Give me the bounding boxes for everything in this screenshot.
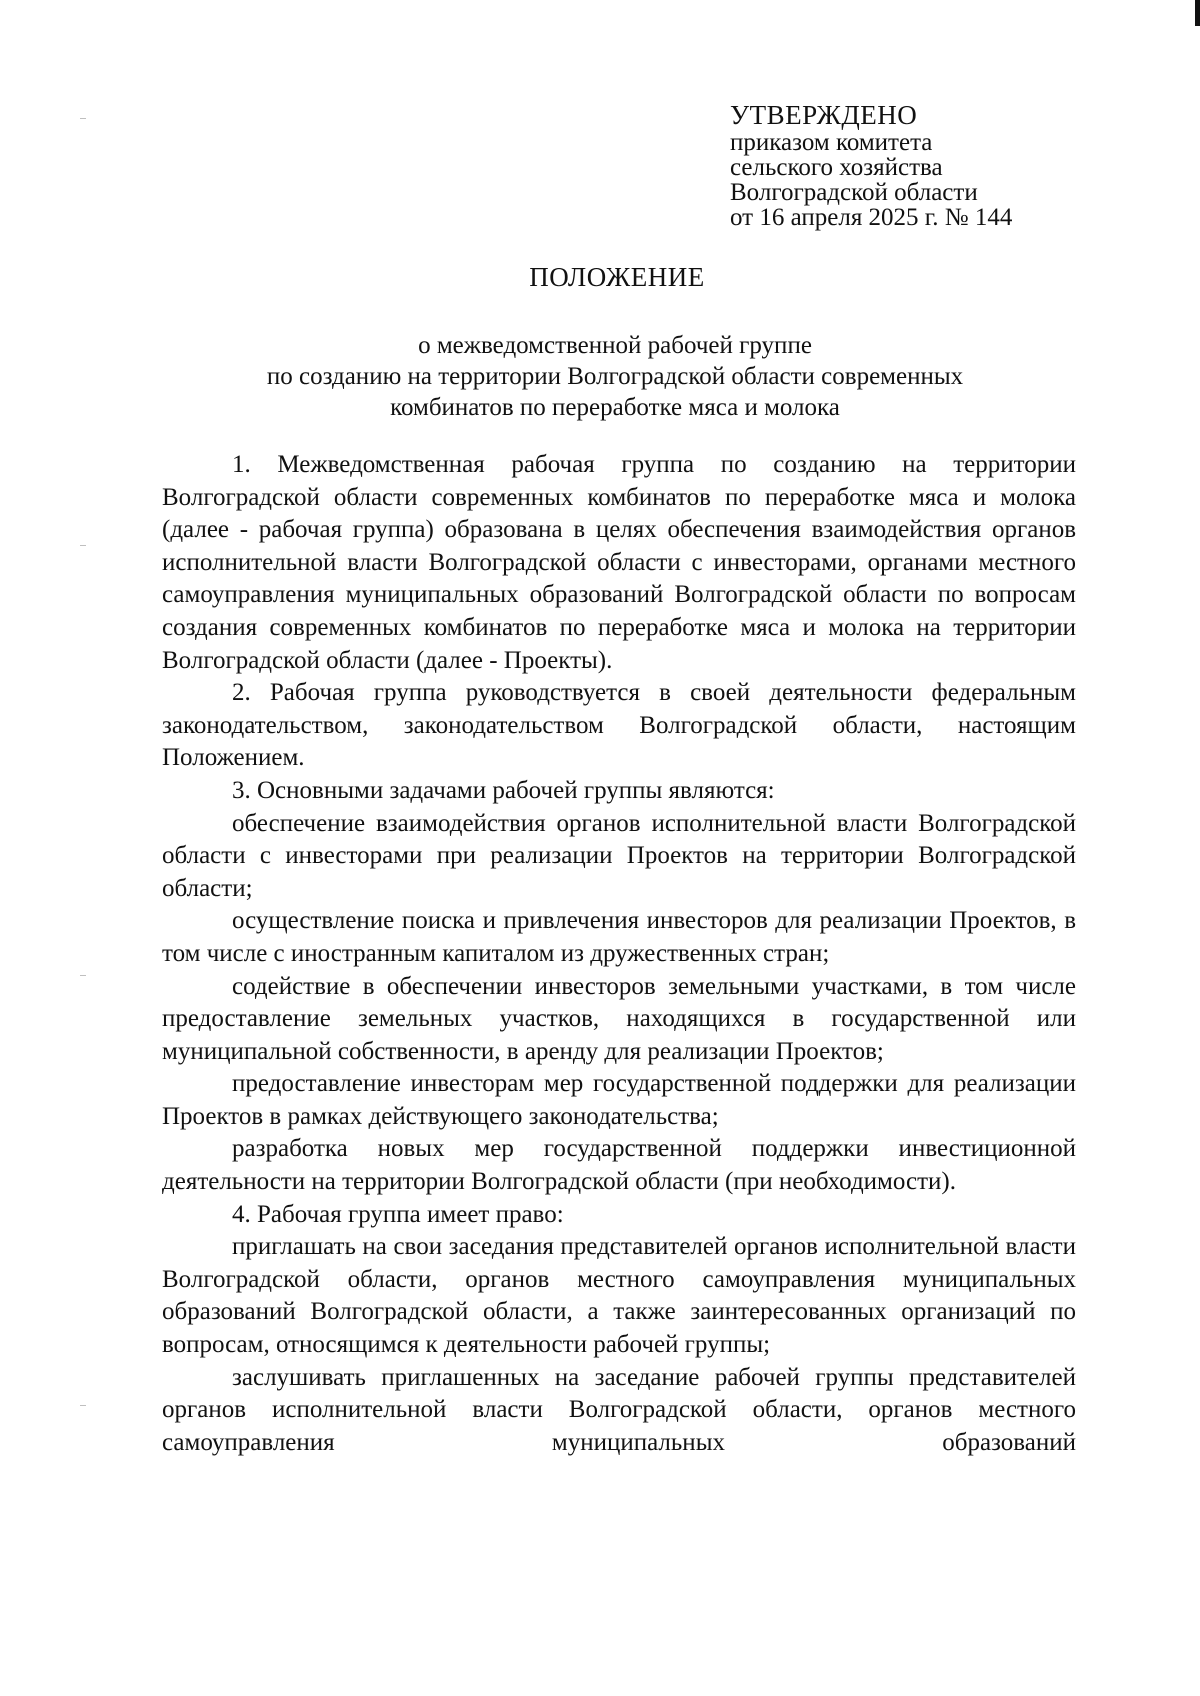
approval-line: Волгоградской области	[730, 179, 978, 206]
task-item: содействие в обеспечении инвесторов земельными участками, в том числе предоставление земельных участков, находящихся в государственной или муниципальной собственности, в аренду для реализации Проектов;	[162, 972, 1076, 1065]
document-subtitle	[200, 330, 1030, 423]
right-item: заслушивать приглашенных на заседание рабочей группы представителей органов исполнительной власти Волгоградской области, органов местного самоуправления муниципальных образований	[162, 1363, 1076, 1456]
scan-edge-mark	[1195, 0, 1200, 26]
scan-speck	[80, 118, 86, 119]
scan-speck	[80, 545, 86, 546]
right-item: приглашать на свои заседания представителей органов исполнительной власти Волгоградской области, органов местного самоуправления муниципальных образований Волгоградской области, а также заинтересованных организаций по вопросам, относящимся к деятельности рабочей группы;	[162, 1233, 1076, 1359]
paragraph-2: 2. Рабочая группа руководствуется в своей деятельности федеральным законодательством, законодательством Волгоградской области, настоящим Положением.	[162, 679, 1076, 772]
subtitle-line: о межведомственной рабочей группе	[418, 332, 812, 359]
paragraph-1: 1. Межведомственная рабочая группа по созданию на территории Волгоградской области современных комбинатов по переработке мяса и молока (далее - рабочая группа) образована в целях обеспечения взаимодействия органов исполнительной власти Волгоградской области с инвесторами, органами местного самоуправления муниципальных образований Волгоградской области по вопросам создания современных комбинатов по переработке мяса и молока на территории Волгоградской области (далее - Проекты).	[162, 451, 1076, 674]
document-title: ПОЛОЖЕНИЕ	[529, 262, 705, 292]
paragraph-4: 4. Рабочая группа имеет право:	[232, 1200, 564, 1228]
approval-title: УТВЕРЖДЕНО	[730, 100, 918, 130]
approval-line: от 16 апреля 2025 г. № 144	[730, 204, 1013, 231]
document-body	[162, 449, 1076, 1459]
paragraph-3: 3. Основными задачами рабочей группы являются:	[232, 776, 775, 804]
task-item: осуществление поиска и привлечения инвесторов для реализации Проектов, в том числе с иностранным капиталом из дружественных стран;	[162, 907, 1076, 967]
task-item: разработка новых мер государственной поддержки инвестиционной деятельности на территории Волгоградской области (при необходимости).	[162, 1135, 1076, 1196]
subtitle-line: комбинатов по переработке мяса и молока	[390, 394, 840, 421]
subtitle-line: по созданию на территории Волгоградской области современных	[266, 363, 964, 390]
scan-speck	[80, 1405, 86, 1406]
task-item: предоставление инвесторам мер государственной поддержки для реализации Проектов в рамках действующего законодательства;	[162, 1070, 1076, 1130]
approval-line: сельского хозяйства	[730, 154, 943, 181]
task-item: обеспечение взаимодействия органов исполнительной власти Волгоградской области с инвесторами при реализации Проектов на территории Волгоградской области;	[162, 809, 1076, 902]
approval-stamp-block	[730, 100, 1110, 230]
scan-speck	[80, 975, 86, 976]
approval-line: приказом комитета	[730, 129, 933, 156]
